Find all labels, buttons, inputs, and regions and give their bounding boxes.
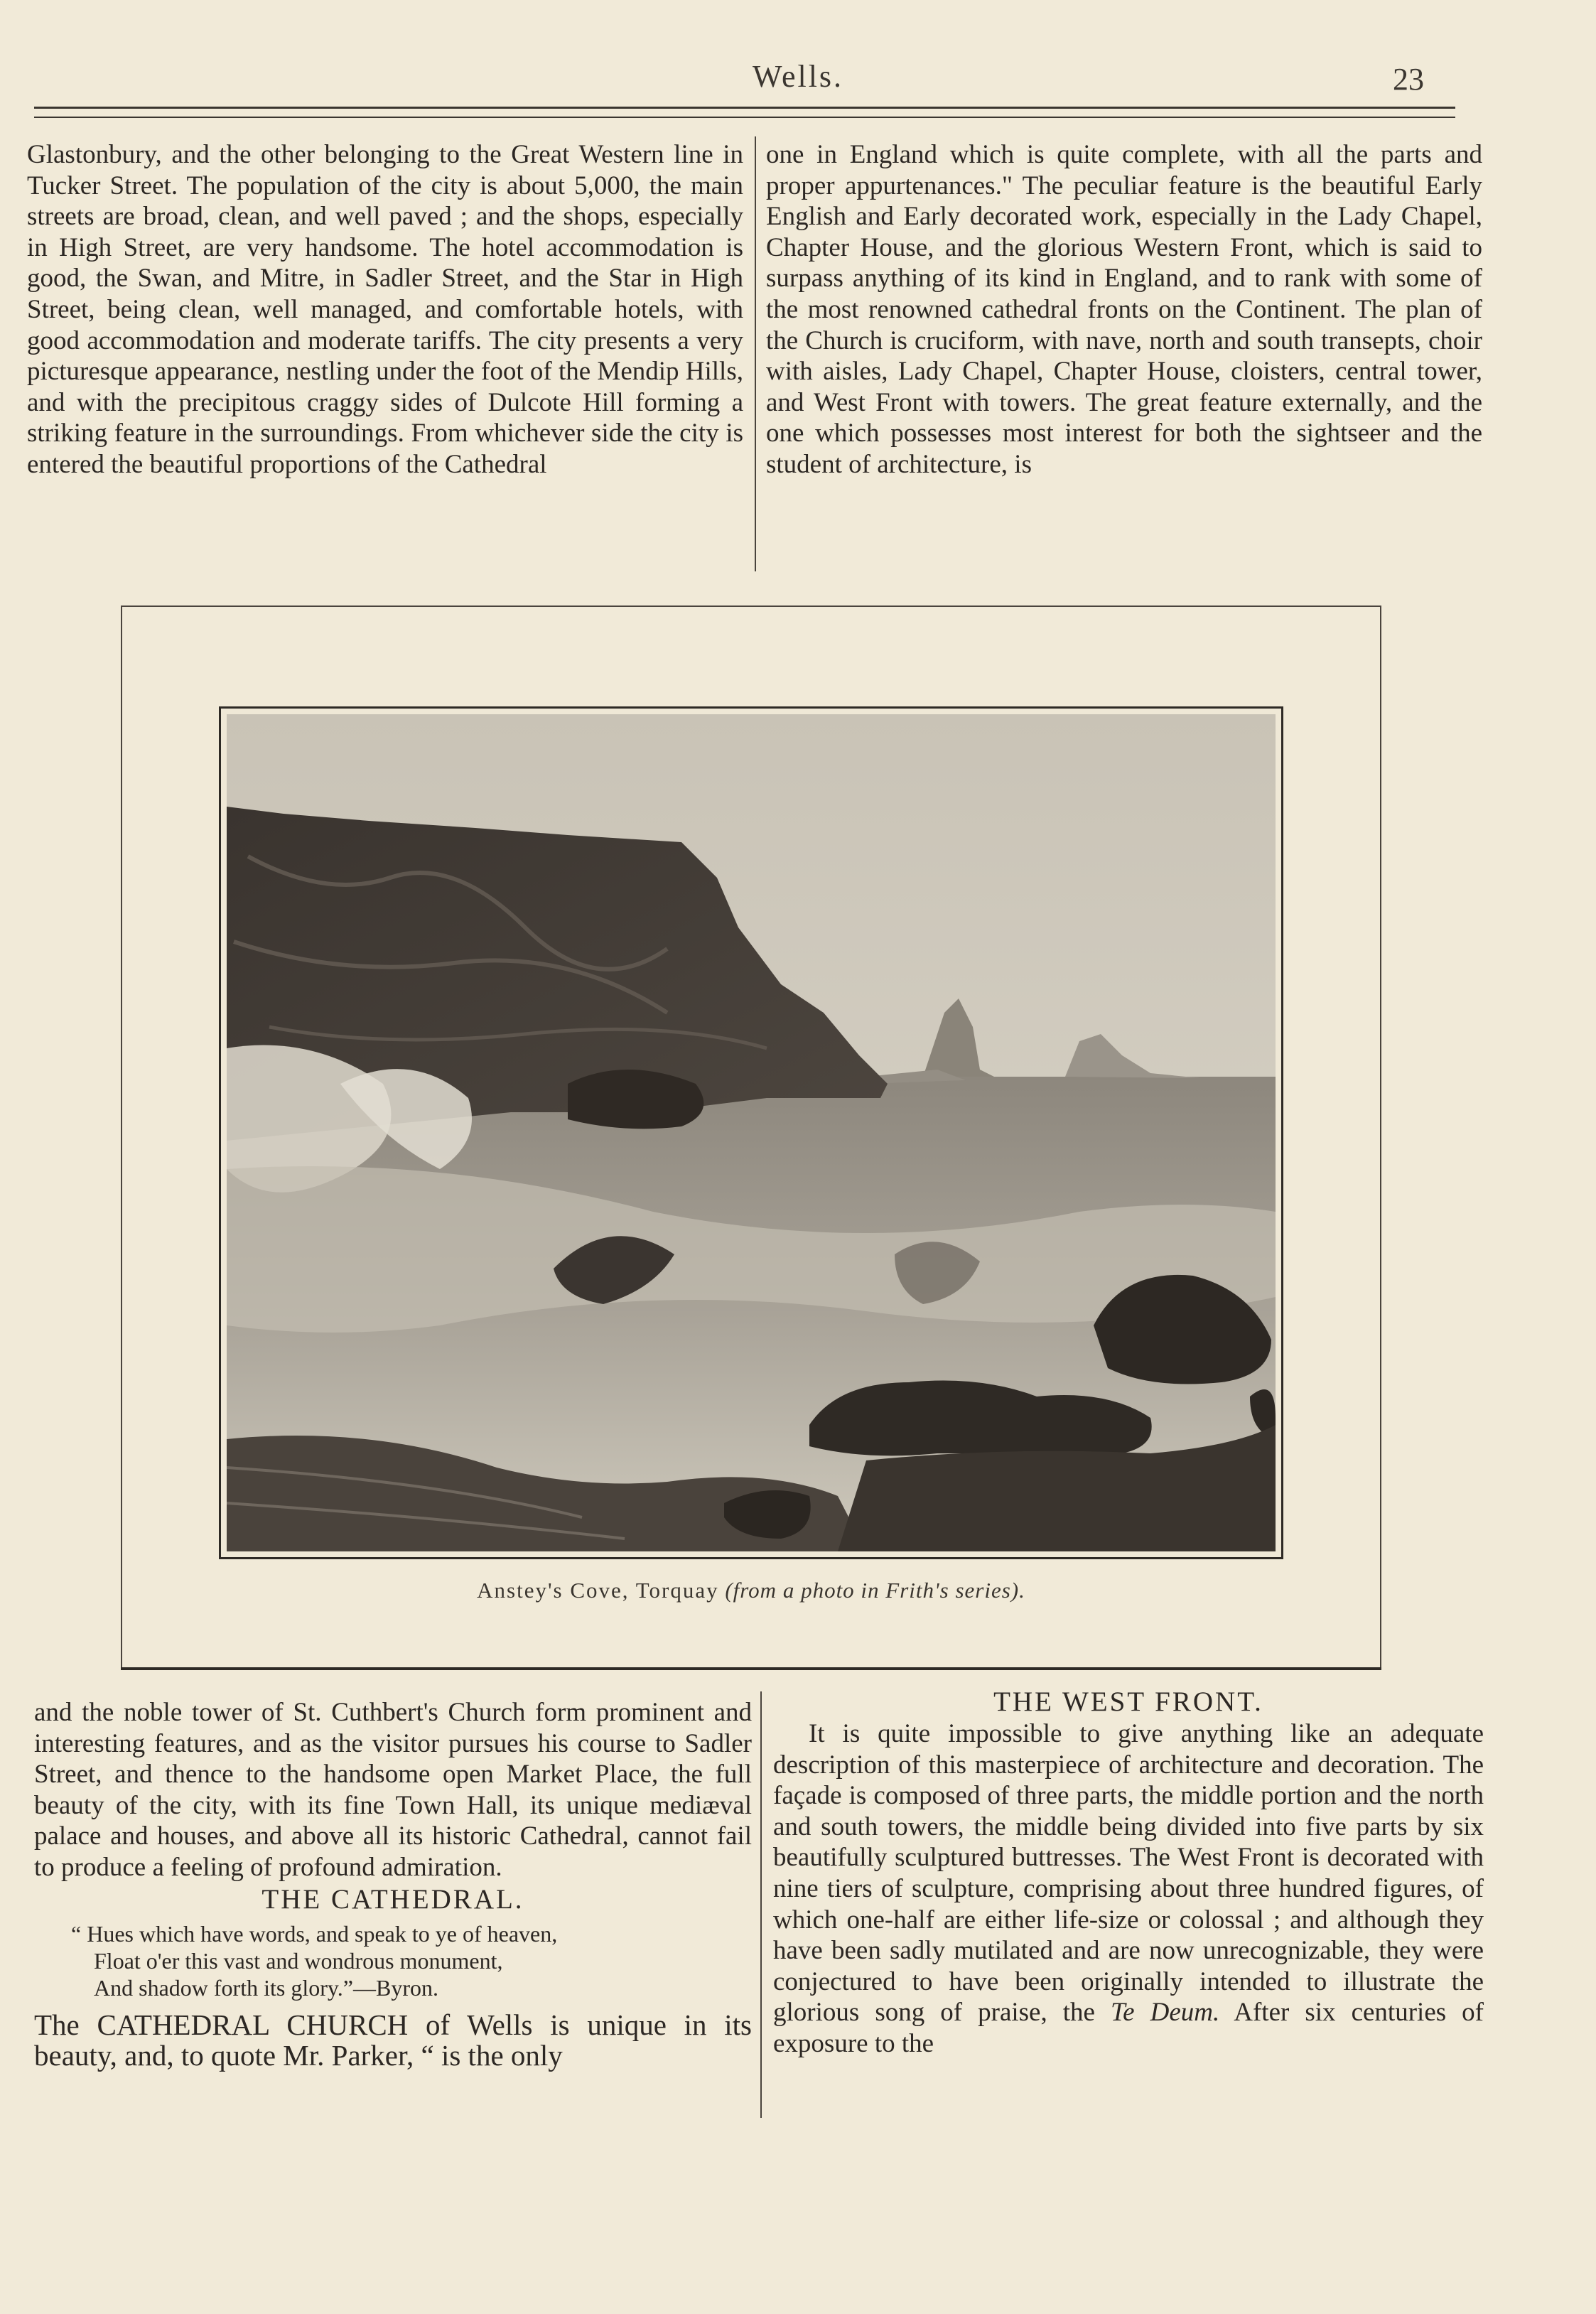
top-right-column xyxy=(766,139,1482,480)
figure-caption xyxy=(121,1578,1381,1603)
running-title: Wells. xyxy=(752,59,844,94)
section-heading-west-front: THE WEST FRONT. xyxy=(993,1686,1263,1717)
bottom-right-column xyxy=(773,1686,1484,2060)
epigraph-quote xyxy=(71,1920,752,2001)
page-number: 23 xyxy=(1393,62,1424,97)
quote-line: And shadow forth its glory.”—Byron. xyxy=(94,1974,438,2001)
body-text: Glastonbury, and the other belonging to the Great Western line in Tucker Street. The population of the city is about 5,000, the main streets are broad, clean, and well paved ; and the shops, especially in High Street, are very handsome. The hotel accommodation is good, the Swan, and Mitre, in Sadler Street, and the Star in High Street, being clean, well managed, and comfortable hotels, with good accommodation and moderate tariffs. The city presents a very picturesque appearance, nestling under the foot of the Mendip Hills, and with the precipitous craggy sides of Dulcote Hill forming a striking feature in the surroundings. From whichever side the city is entered the beautiful proportions of the Cathedral xyxy=(27,140,743,479)
caption-title: Anstey's Cove, Torquay xyxy=(477,1578,719,1603)
body-text: one in England which is quite complete, with all the parts and proper appurtenances." The peculiar feature is the beautiful Early English and Early decorated work, especially in the Lady Chapel, Chapter House, and the glorious Western Front, which is said to surpass anything of its kind in England, and to rank with some of the most renowned cathedral fronts on the Continent. The plan of the Church is cruciform, with nave, north and south transepts, choir with aisles, Lady Chapel, Chapter House, cloisters, central tower, and West Front with towers. The great feature externally, and the one which possesses most interest for both the sightseer and the student of architecture, is xyxy=(766,140,1482,479)
header-rule-thin xyxy=(34,117,1455,118)
caption-source: (from a photo in Frith's series). xyxy=(725,1578,1025,1603)
body-text xyxy=(773,1718,1484,2060)
header-rule xyxy=(34,107,1455,109)
section-heading-cathedral: THE CATHEDRAL. xyxy=(261,1883,524,1915)
quote-line: “ Hues which have words, and speak to ye of heaven, xyxy=(71,1920,558,1947)
seascape-photo-image xyxy=(227,714,1276,1551)
text-segment: It is quite impossible to give anything like an adequate description of this masterpiece of architecture and decoration. The façade is composed of three parts, the middle portion and the north and south towers, the middle being divided into five parts by six beautifully sculptured buttresses. The West Front is decorated with nine tiers of sculpture, comprising about three hundred figures, of which one-half are either life-size or colossal ; and although they have been sadly mutilated and are now unrecognizable, they were conjectured to have been originally intended to illustrate the glorious song of praise, the xyxy=(773,1719,1484,2028)
lead-word: The xyxy=(34,2008,80,2041)
body-text: and the noble tower of St. Cuthbert's Church form prominent and interesting features, and as the visitor pursues his course to Sadler Street, and thence to the handsome open Market Place, the full beauty of the city, with its fine Town Hall, its unique mediæval palace and houses, and above all its historic Cathedral, cannot fail to produce a feeling of profound admiration. xyxy=(34,1698,752,1882)
photo xyxy=(219,706,1283,1559)
text-segment: After six centuries of exposure to the xyxy=(773,1998,1484,2058)
bottom-left-column xyxy=(34,1697,752,2072)
quote-line: Float o'er this vast and wondrous monument, xyxy=(94,1947,503,1974)
column-divider xyxy=(755,136,756,571)
body-text xyxy=(34,2010,752,2072)
lead-caps: CATHEDRAL CHURCH xyxy=(97,2008,409,2041)
top-left-column xyxy=(27,139,743,480)
lead-rest: of Wells is unique in its beauty, and, to quote Mr. Parker, “ is the only xyxy=(34,2008,752,2072)
italic-text: Te Deum. xyxy=(1111,1998,1220,2028)
figure-bottom-rule xyxy=(121,1667,1381,1670)
column-divider xyxy=(760,1691,762,2118)
